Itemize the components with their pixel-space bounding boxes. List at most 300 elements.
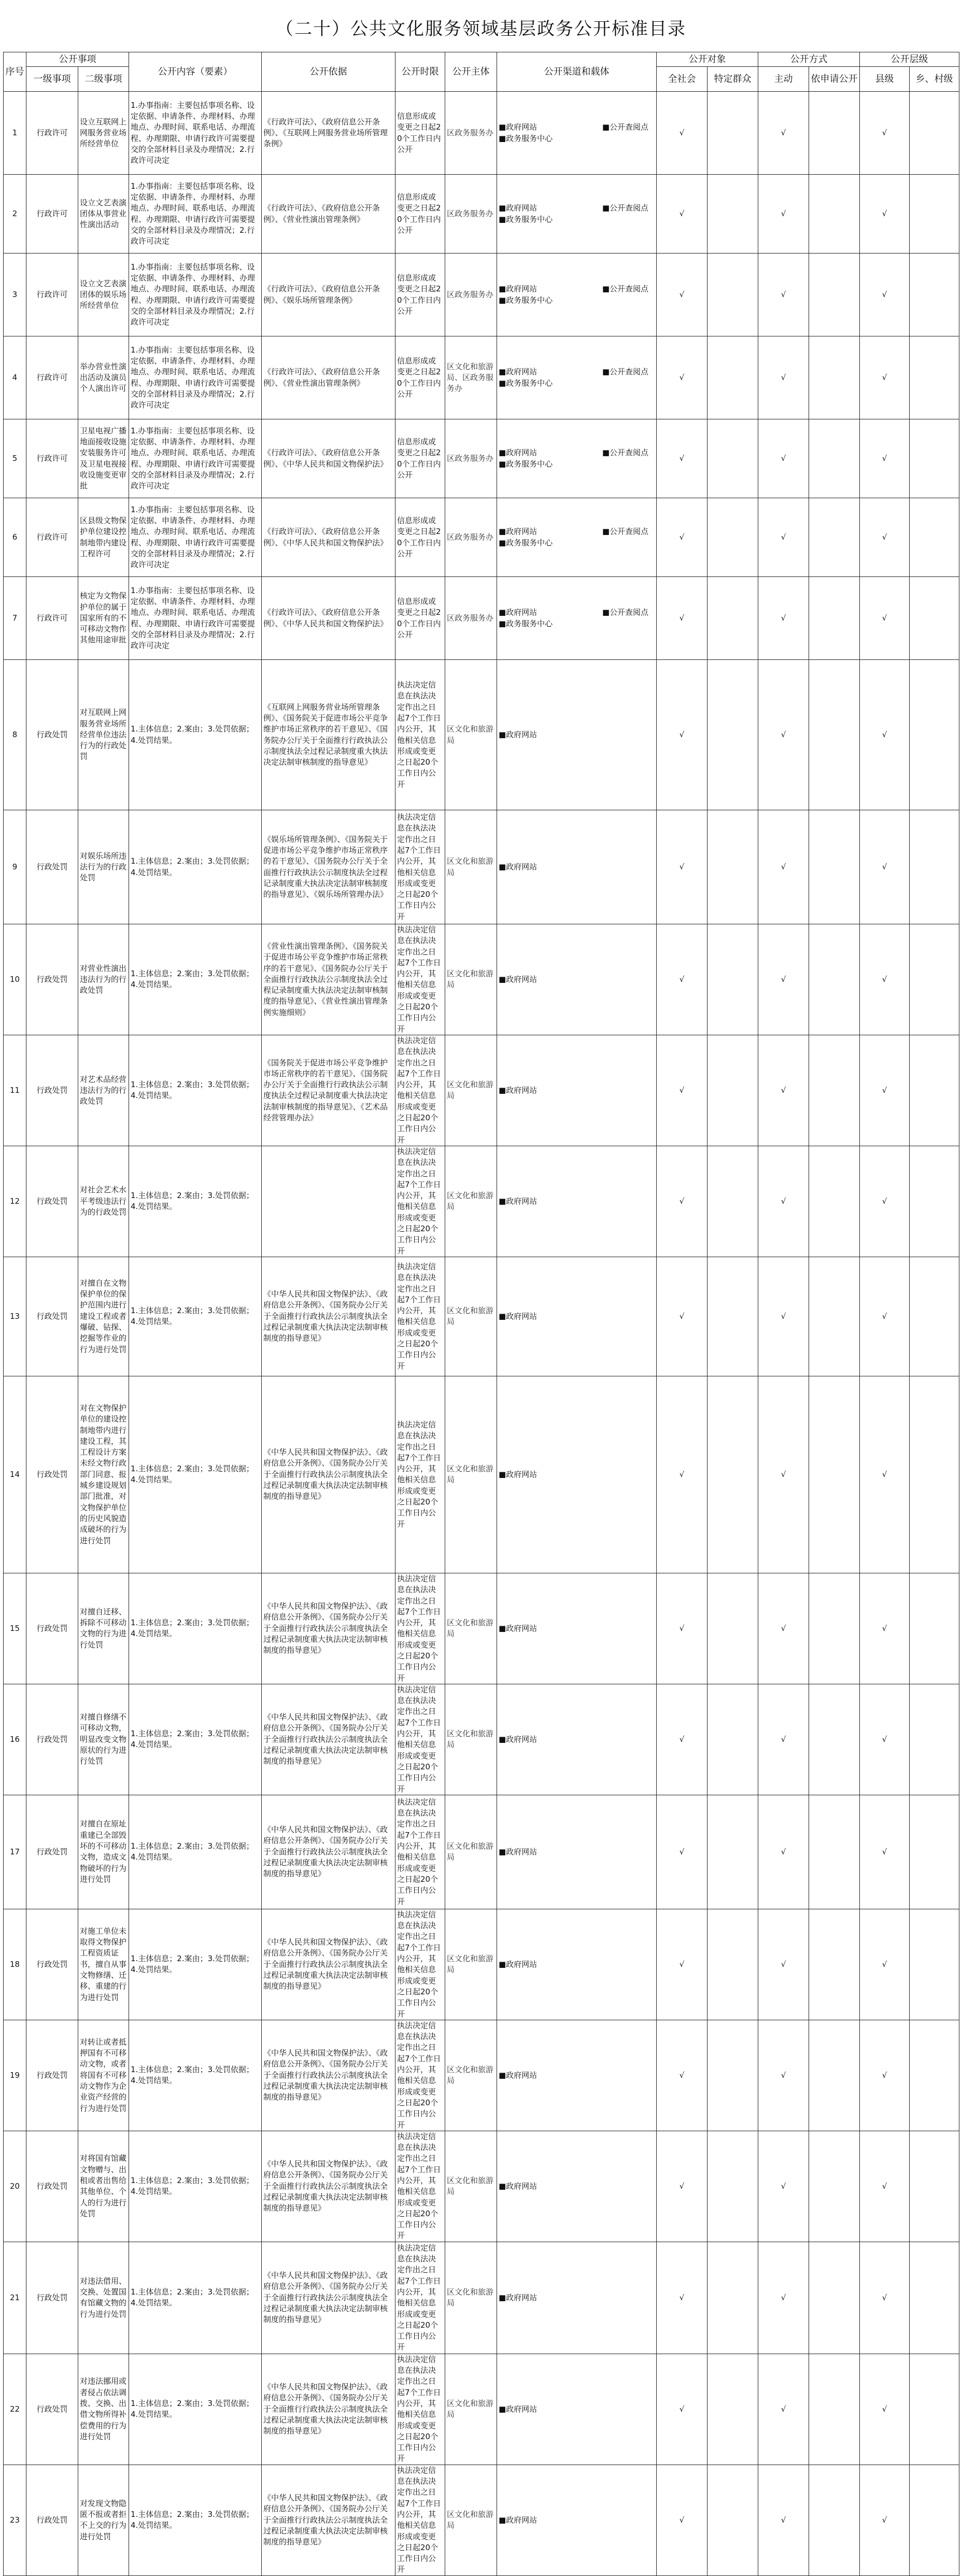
- target-specific-check: [708, 2465, 758, 2575]
- target-specific-check: [708, 924, 758, 1035]
- disclosure-content: 1.主体信息；2.案由；3.处罚依据；4.处罚结果。: [129, 2465, 262, 2575]
- disclosure-content: 1.办事指南：主要包括事项名称、设定依据、申请条件、办理材料、办理地点、办理时间、联系电话、办理流程、办理期限、申请行政许可需要提交的全部材料目录及办理情况；2.行政许可决定: [129, 336, 262, 419]
- disclosure-subject: 区文化和旅游局: [445, 1795, 497, 1909]
- level-township-check: [910, 1909, 959, 2020]
- mode-apply-check: [809, 2131, 860, 2242]
- channel-line: [499, 2070, 655, 2081]
- disclosure-channels: [497, 1795, 657, 1909]
- level1-item: 行政处罚: [26, 1684, 78, 1795]
- mode-active-check: √: [758, 924, 809, 1035]
- level-township-check: [910, 2131, 959, 2242]
- level-county-check: √: [860, 1795, 910, 1909]
- channel-item: ■政府网站: [499, 367, 537, 377]
- level2-item: 卫星电视广播地面接收设施安装服务许可及卫星电视接收设施变更审批: [78, 419, 129, 498]
- mode-apply-check: [809, 254, 860, 336]
- level2-item: 对娱乐场所违法行为的行政处罚: [78, 810, 129, 924]
- channel-line: [499, 1311, 655, 1322]
- channel-line: [499, 447, 655, 458]
- channel-item: ■政务服务中心: [499, 378, 553, 388]
- mode-active-check: √: [758, 92, 809, 175]
- level-county-check: √: [860, 498, 910, 577]
- disclosure-basis: 《行政许可法》、《政府信息公开条例》、《互联网上网服务营业场所管理条例》: [262, 92, 395, 175]
- level-township-check: [910, 2242, 959, 2354]
- target-all-check: √: [657, 1684, 708, 1795]
- level1-item: 行政处罚: [26, 1146, 78, 1257]
- mode-apply-check: [809, 1573, 860, 1684]
- table-row: [4, 1795, 959, 1909]
- disclosure-basis: [262, 1146, 395, 1257]
- table-body: [4, 92, 959, 2576]
- level1-item: 行政许可: [26, 577, 78, 660]
- channel-item: ■政务服务中心: [499, 618, 553, 628]
- mode-apply-check: [809, 924, 860, 1035]
- channel-item: ■政府网站: [499, 1085, 537, 1095]
- target-specific-check: [708, 1573, 758, 1684]
- level-county-check: √: [860, 2131, 910, 2242]
- level2-item: 对在文物保护单位的建设控制地带内进行建设工程，其工程设计方案未经文物行政部门同意、报城乡建设规划部门批准，对文物保护单位的历史风貌造成破坏的行为进行处罚: [78, 1376, 129, 1573]
- level-county-check: √: [860, 810, 910, 924]
- disclosure-channels: [497, 2465, 657, 2575]
- mode-apply-check: [809, 2020, 860, 2131]
- disclosure-basis: 《中华人民共和国文物保护法》、《政府信息公开条例》、《国务院办公厅关于全面推行行政执法公示制度执法全过程记录制度重大执法决定法制审核制度的指导意见》: [262, 2242, 395, 2354]
- target-all-check: √: [657, 175, 708, 254]
- document-title: （二十）公共文化服务领域基层政务公开标准目录: [276, 19, 686, 39]
- disclosure-catalog-table: [3, 52, 959, 2576]
- disclosure-basis: 《行政许可法》、《政府信息公开条例》、《中华人民共和国文物保护法》: [262, 577, 395, 660]
- mode-apply-check: [809, 2465, 860, 2575]
- target-specific-check: [708, 577, 758, 660]
- target-specific-check: [708, 1795, 758, 1909]
- table-row: [4, 1146, 959, 1257]
- channel-item: ■政务服务中心: [499, 459, 553, 469]
- mode-active-check: √: [758, 1376, 809, 1573]
- level1-item: 行政处罚: [26, 810, 78, 924]
- disclosure-time-limit: 信息形成或变更之日起20个工作日内公开: [395, 92, 445, 175]
- level-township-check: [910, 1376, 959, 1573]
- row-number: 23: [4, 2465, 26, 2575]
- mode-active-check: √: [758, 419, 809, 498]
- disclosure-subject: 区文化和旅游局: [445, 1376, 497, 1573]
- disclosure-subject: 区政务服务办: [445, 419, 497, 498]
- disclosure-subject: 区文化和旅游局: [445, 810, 497, 924]
- channel-item: ■公开查阅点: [602, 284, 648, 294]
- table-row: [4, 1909, 959, 2020]
- level-township-check: [910, 92, 959, 175]
- disclosure-subject: 区文化和旅游局: [445, 1146, 497, 1257]
- mode-active-check: √: [758, 498, 809, 577]
- level2-item: 举办营业性演出活动及演员个人演出许可: [78, 336, 129, 419]
- header-target-specific: 特定群众: [708, 67, 758, 92]
- level2-item: 对违法挪用或者侵占依法调拨、交换、出借文物所得补偿费用的行为进行处罚: [78, 2354, 129, 2465]
- disclosure-content: 1.主体信息；2.案由；3.处罚依据；4.处罚结果。: [129, 1257, 262, 1376]
- header-time: 公开时限: [395, 52, 445, 92]
- channel-item: ■政府网站: [499, 1847, 537, 1856]
- level-county-check: √: [860, 2020, 910, 2131]
- target-all-check: √: [657, 419, 708, 498]
- channel-item: ■政府网站: [499, 729, 537, 739]
- row-number: 7: [4, 577, 26, 660]
- disclosure-basis: 《国务院关于促进市场公平竞争维护市场正常秩序的若干意见》、《国务院办公厅关于全面推行行政执法公示制度执法全过程记录制度重大执法决定法制审核制度的指导意见》、《艺术品经营管理办法》: [262, 1035, 395, 1146]
- mode-active-check: √: [758, 1573, 809, 1684]
- table-row: [4, 2131, 959, 2242]
- disclosure-basis: 《中华人民共和国文物保护法》、《政府信息公开条例》、《国务院办公厅关于全面推行行政执法公示制度执法全过程记录制度重大执法决定法制审核制度的指导意见》: [262, 2131, 395, 2242]
- channel-item: ■政府网站: [499, 1196, 537, 1206]
- disclosure-subject: 区文化和旅游局: [445, 2242, 497, 2354]
- header-mode-active: 主动: [758, 67, 809, 92]
- level1-item: 行政处罚: [26, 2242, 78, 2354]
- disclosure-content: 1.办事指南：主要包括事项名称、设定依据、申请条件、办理材料、办理地点、办理时间、联系电话、办理流程、办理期限、申请行政许可需要提交的全部材料目录及办理情况；2.行政许可决定: [129, 419, 262, 498]
- target-all-check: √: [657, 577, 708, 660]
- header-channel: 公开渠道和载体: [497, 52, 657, 92]
- mode-active-check: √: [758, 2242, 809, 2354]
- target-specific-check: [708, 336, 758, 419]
- channel-item: ■政府网站: [499, 1623, 537, 1633]
- channel-line: [499, 2515, 655, 2526]
- channel-line: [499, 295, 655, 306]
- disclosure-basis: 《行政许可法》、《政府信息公开条例》、《娱乐场所管理条例》: [262, 254, 395, 336]
- mode-active-check: √: [758, 1146, 809, 1257]
- channel-line: [499, 284, 655, 294]
- level1-item: 行政处罚: [26, 1795, 78, 1909]
- level-township-check: [910, 419, 959, 498]
- row-number: 10: [4, 924, 26, 1035]
- level1-item: 行政处罚: [26, 2131, 78, 2242]
- disclosure-time-limit: 执法决定信息在执法决定作出之日起7个工作日内公开，其他相关信息形成或变更之日起20个工作日内公开: [395, 2131, 445, 2242]
- target-specific-check: [708, 810, 758, 924]
- mode-active-check: √: [758, 1257, 809, 1376]
- channel-line: [499, 378, 655, 389]
- mode-apply-check: [809, 1795, 860, 1909]
- header-target-group: 公开对象: [657, 52, 758, 67]
- table-row: [4, 577, 959, 660]
- level-township-check: [910, 2020, 959, 2131]
- target-all-check: √: [657, 1376, 708, 1573]
- disclosure-content: 1.主体信息；2.案由；3.处罚依据；4.处罚结果。: [129, 1376, 262, 1573]
- disclosure-time-limit: 信息形成或变更之日起20个工作日内公开: [395, 336, 445, 419]
- mode-active-check: √: [758, 1795, 809, 1909]
- channel-item: ■政府网站: [499, 2404, 537, 2414]
- disclosure-time-limit: 信息形成或变更之日起20个工作日内公开: [395, 419, 445, 498]
- header-content: 公开内容（要素）: [129, 52, 262, 92]
- mode-apply-check: [809, 1376, 860, 1573]
- level-county-check: √: [860, 2354, 910, 2465]
- channel-item: ■政府网站: [499, 203, 537, 213]
- level2-item: 对将国有馆藏文物赠与、出租或者出售给其他单位、个人的行为进行处罚: [78, 2131, 129, 2242]
- level-township-check: [910, 254, 959, 336]
- mode-active-check: √: [758, 2020, 809, 2131]
- disclosure-basis: 《行政许可法》、《政府信息公开条例》、《中华人民共和国文物保护法》: [262, 498, 395, 577]
- level-township-check: [910, 2465, 959, 2575]
- level-county-check: √: [860, 254, 910, 336]
- table-row: [4, 419, 959, 498]
- disclosure-channels: [497, 2354, 657, 2465]
- header-target-all: 全社会: [657, 67, 708, 92]
- channel-item: ■政府网站: [499, 2515, 537, 2525]
- level1-item: 行政许可: [26, 92, 78, 175]
- disclosure-subject: 区文化和旅游局: [445, 660, 497, 810]
- row-number: 19: [4, 2020, 26, 2131]
- level1-item: 行政处罚: [26, 1909, 78, 2020]
- header-level-township: 乡、村级: [910, 67, 959, 92]
- level2-item: 对擅自在原址重建已全部毁坏的不可移动文物，造成文物破坏的行为进行处罚: [78, 1795, 129, 1909]
- channel-line: [499, 1085, 655, 1096]
- channel-line: [499, 862, 655, 872]
- row-number: 17: [4, 1795, 26, 1909]
- row-number: 8: [4, 660, 26, 810]
- table-row: [4, 660, 959, 810]
- disclosure-channels: [497, 660, 657, 810]
- disclosure-basis: 《营业性演出管理条例》、《国务院关于促进市场公平竞争维护市场正常秩序的若干意见》、《国务院办公厅关于全面推行行政执法公示制度执法全过程记录制度重大执法决定法制审核制度的指导意见》、《营业性演出管理条例实施细则》: [262, 924, 395, 1035]
- disclosure-content: 1.办事指南：主要包括事项名称、设定依据、申请条件、办理材料、办理地点、办理时间、联系电话、办理流程、办理期限、申请行政许可需要提交的全部材料目录及办理情况；2.行政许可决定: [129, 92, 262, 175]
- level2-item: 对施工单位未取得文物保护工程资质证书，擅自从事文物修缮、迁移、重建的行为进行处罚: [78, 1909, 129, 2020]
- channel-item: ■政府网站: [499, 1469, 537, 1479]
- disclosure-channels: [497, 175, 657, 254]
- target-all-check: √: [657, 810, 708, 924]
- table-row: [4, 2242, 959, 2354]
- disclosure-channels: [497, 336, 657, 419]
- channel-line: [499, 526, 655, 537]
- level2-item: 对违法借用、交换、处置国有馆藏文物的行为进行处罚: [78, 2242, 129, 2354]
- channel-line: [499, 133, 655, 144]
- level1-item: 行政处罚: [26, 2465, 78, 2575]
- target-specific-check: [708, 1257, 758, 1376]
- channel-item: ■公开查阅点: [602, 122, 648, 132]
- disclosure-subject: 区政务服务办: [445, 254, 497, 336]
- target-specific-check: [708, 1909, 758, 2020]
- disclosure-content: 1.主体信息；2.案由；3.处罚依据；4.处罚结果。: [129, 810, 262, 924]
- disclosure-basis: 《中华人民共和国文物保护法》、《政府信息公开条例》、《国务院办公厅关于全面推行行政执法公示制度执法全过程记录制度重大执法决定法制审核制度的指导意见》: [262, 1909, 395, 2020]
- target-all-check: √: [657, 1146, 708, 1257]
- disclosure-content: 1.主体信息；2.案由；3.处罚依据；4.处罚结果。: [129, 1684, 262, 1795]
- disclosure-time-limit: 执法决定信息在执法决定作出之日起7个工作日内公开，其他相关信息形成或变更之日起20个工作日内公开: [395, 1573, 445, 1684]
- channel-item: ■政府网站: [499, 448, 537, 458]
- mode-active-check: √: [758, 2465, 809, 2575]
- level2-item: 对社会艺术水平考级违法行为的行政处罚: [78, 1146, 129, 1257]
- level-township-check: [910, 577, 959, 660]
- target-specific-check: [708, 254, 758, 336]
- channel-item: ■政务服务中心: [499, 214, 553, 224]
- row-number: 22: [4, 2354, 26, 2465]
- row-number: 14: [4, 1376, 26, 1573]
- disclosure-basis: 《行政许可法》、《政府信息公开条例》、《中华人民共和国文物保护法》: [262, 419, 395, 498]
- disclosure-time-limit: 执法决定信息在执法决定作出之日起7个工作日内公开，其他相关信息形成或变更之日起20个工作日内公开: [395, 1376, 445, 1573]
- channel-item: ■公开查阅点: [602, 203, 648, 213]
- table-row: [4, 810, 959, 924]
- channel-line: [499, 974, 655, 985]
- mode-active-check: √: [758, 175, 809, 254]
- level1-item: 行政处罚: [26, 2020, 78, 2131]
- disclosure-content: 1.主体信息；2.案由；3.处罚依据；4.处罚结果。: [129, 660, 262, 810]
- disclosure-time-limit: 信息形成或变更之日起20个工作日内公开: [395, 175, 445, 254]
- target-all-check: √: [657, 1909, 708, 2020]
- disclosure-time-limit: 执法决定信息在执法决定作出之日起7个工作日内公开，其他相关信息形成或变更之日起20个工作日内公开: [395, 2465, 445, 2575]
- target-specific-check: [708, 175, 758, 254]
- level1-item: 行政许可: [26, 175, 78, 254]
- disclosure-subject: 区文化和旅游局: [445, 924, 497, 1035]
- disclosure-time-limit: 执法决定信息在执法决定作出之日起7个工作日内公开，其他相关信息形成或变更之日起20个工作日内公开: [395, 2020, 445, 2131]
- disclosure-channels: [497, 1573, 657, 1684]
- level-township-check: [910, 660, 959, 810]
- mode-active-check: √: [758, 1684, 809, 1795]
- table-row: [4, 498, 959, 577]
- mode-active-check: √: [758, 577, 809, 660]
- mode-apply-check: [809, 1909, 860, 2020]
- level1-item: 行政处罚: [26, 2354, 78, 2465]
- channel-line: [499, 1469, 655, 1480]
- level1-item: 行政许可: [26, 419, 78, 498]
- table-row: [4, 1035, 959, 1146]
- disclosure-time-limit: 执法决定信息在执法决定作出之日起7个工作日内公开，其他相关信息形成或变更之日起20个工作日内公开: [395, 1146, 445, 1257]
- disclosure-subject: 区文化和旅游局: [445, 2465, 497, 2575]
- row-number: 5: [4, 419, 26, 498]
- mode-apply-check: [809, 1684, 860, 1795]
- target-all-check: √: [657, 2020, 708, 2131]
- level-township-check: [910, 336, 959, 419]
- level-county-check: √: [860, 419, 910, 498]
- disclosure-content: 1.主体信息；2.案由；3.处罚依据；4.处罚结果。: [129, 2242, 262, 2354]
- disclosure-channels: [497, 2242, 657, 2354]
- channel-line: [499, 2181, 655, 2192]
- level2-item: 核定为文物保护单位的属于国家所有的不可移动文物作其他用途审批: [78, 577, 129, 660]
- disclosure-content: 1.办事指南：主要包括事项名称、设定依据、申请条件、办理材料、办理地点、办理时间、联系电话、办理流程、办理期限、申请行政许可需要提交的全部材料目录及办理情况；2.行政许可决定: [129, 254, 262, 336]
- mode-active-check: √: [758, 254, 809, 336]
- disclosure-time-limit: 信息形成或变更之日起20个工作日内公开: [395, 498, 445, 577]
- disclosure-content: 1.主体信息；2.案由；3.处罚依据；4.处罚结果。: [129, 2354, 262, 2465]
- level1-item: 行政处罚: [26, 924, 78, 1035]
- level-county-check: √: [860, 1909, 910, 2020]
- target-specific-check: [708, 2354, 758, 2465]
- disclosure-content: 1.主体信息；2.案由；3.处罚依据；4.处罚结果。: [129, 2131, 262, 2242]
- level2-item: 设立文艺表演团体的娱乐场所经营单位: [78, 254, 129, 336]
- row-number: 1: [4, 92, 26, 175]
- level2-item: 对互联网上网服务营业场所经营单位违法行为的行政处罚: [78, 660, 129, 810]
- level2-item: 设立文艺表演团体从事营业性演出活动: [78, 175, 129, 254]
- disclosure-content: 1.主体信息；2.案由；3.处罚依据；4.处罚结果。: [129, 1573, 262, 1684]
- mode-apply-check: [809, 577, 860, 660]
- table-row: [4, 1573, 959, 1684]
- level-county-check: √: [860, 660, 910, 810]
- disclosure-channels: [497, 810, 657, 924]
- mode-apply-check: [809, 1257, 860, 1376]
- target-all-check: √: [657, 1795, 708, 1909]
- level1-item: 行政许可: [26, 336, 78, 419]
- table-row: [4, 2020, 959, 2131]
- channel-item: ■公开查阅点: [602, 527, 648, 537]
- header-level-group: 公开层级: [860, 52, 959, 67]
- target-all-check: √: [657, 498, 708, 577]
- channel-line: [499, 1959, 655, 1970]
- level1-item: 行政许可: [26, 254, 78, 336]
- table-row: [4, 1376, 959, 1573]
- disclosure-subject: 区政务服务办: [445, 577, 497, 660]
- channel-line: [499, 459, 655, 470]
- disclosure-time-limit: 执法决定信息在执法决定作出之日起7个工作日内公开，其他相关信息形成或变更之日起20个工作日内公开: [395, 924, 445, 1035]
- disclosure-channels: [497, 419, 657, 498]
- mode-active-check: √: [758, 2354, 809, 2465]
- level-county-check: √: [860, 92, 910, 175]
- row-number: 9: [4, 810, 26, 924]
- channel-line: [499, 367, 655, 377]
- level1-item: 行政处罚: [26, 1035, 78, 1146]
- level2-item: 对擅自修缮不可移动文物，明显改变文物原状的行为进行处罚: [78, 1684, 129, 1795]
- level2-item: 对艺术品经营违法行为的行政处罚: [78, 1035, 129, 1146]
- disclosure-basis: 《中华人民共和国文物保护法》、《政府信息公开条例》、《国务院办公厅关于全面推行行政执法公示制度执法全过程记录制度重大执法决定法制审核制度的指导意见》: [262, 2465, 395, 2575]
- disclosure-channels: [497, 2020, 657, 2131]
- disclosure-channels: [497, 1257, 657, 1376]
- disclosure-basis: 《中华人民共和国文物保护法》、《政府信息公开条例》、《国务院办公厅关于全面推行行政执法公示制度执法全过程记录制度重大执法决定法制审核制度的指导意见》: [262, 2354, 395, 2465]
- level-county-check: √: [860, 336, 910, 419]
- disclosure-time-limit: 信息形成或变更之日起20个工作日内公开: [395, 577, 445, 660]
- disclosure-basis: 《中华人民共和国文物保护法》、《政府信息公开条例》、《国务院办公厅关于全面推行行政执法公示制度执法全过程记录制度重大执法决定法制审核制度的指导意见》: [262, 2020, 395, 2131]
- disclosure-time-limit: 执法决定信息在执法决定作出之日起7个工作日内公开，其他相关信息形成或变更之日起20个工作日内公开: [395, 660, 445, 810]
- target-all-check: √: [657, 2242, 708, 2354]
- channel-item: ■政府网站: [499, 1311, 537, 1321]
- target-all-check: √: [657, 2354, 708, 2465]
- level-county-check: √: [860, 2465, 910, 2575]
- mode-active-check: √: [758, 1035, 809, 1146]
- level-county-check: √: [860, 1146, 910, 1257]
- row-number: 16: [4, 1684, 26, 1795]
- level-township-check: [910, 1684, 959, 1795]
- disclosure-time-limit: 执法决定信息在执法决定作出之日起7个工作日内公开，其他相关信息形成或变更之日起20个工作日内公开: [395, 2354, 445, 2465]
- mode-apply-check: [809, 175, 860, 254]
- row-number: 20: [4, 2131, 26, 2242]
- disclosure-subject: 区文化和旅游局: [445, 1035, 497, 1146]
- target-specific-check: [708, 2131, 758, 2242]
- disclosure-basis: 《中华人民共和国文物保护法》、《政府信息公开条例》、《国务院办公厅关于全面推行行政执法公示制度执法全过程记录制度重大执法决定法制审核制度的指导意见》: [262, 1376, 395, 1573]
- channel-line: [499, 1847, 655, 1857]
- row-number: 12: [4, 1146, 26, 1257]
- disclosure-content: 1.主体信息；2.案由；3.处罚依据；4.处罚结果。: [129, 1146, 262, 1257]
- mode-active-check: √: [758, 810, 809, 924]
- disclosure-channels: [497, 498, 657, 577]
- target-all-check: √: [657, 660, 708, 810]
- table-row: [4, 92, 959, 175]
- disclosure-subject: 区文化和旅游局: [445, 1573, 497, 1684]
- header-level-county: 县级: [860, 67, 910, 92]
- disclosure-subject: 区文化和旅游局: [445, 2354, 497, 2465]
- disclosure-channels: [497, 1035, 657, 1146]
- disclosure-basis: 《中华人民共和国文物保护法》、《政府信息公开条例》、《国务院办公厅关于全面推行行政执法公示制度执法全过程记录制度重大执法决定法制审核制度的指导意见》: [262, 1257, 395, 1376]
- disclosure-subject: 区文化和旅游局: [445, 2131, 497, 2242]
- channel-item: ■政府网站: [499, 122, 537, 132]
- row-number: 18: [4, 1909, 26, 2020]
- channel-line: [499, 618, 655, 629]
- mode-apply-check: [809, 2242, 860, 2354]
- table-row: [4, 175, 959, 254]
- disclosure-channels: [497, 1684, 657, 1795]
- target-all-check: √: [657, 1035, 708, 1146]
- disclosure-basis: 《互联网上网服务营业场所管理条例》、《国务院关于促进市场公平竞争维护市场正常秩序的若干意见》、《国务院办公厅关于全面推行行政执法公示制度执法全过程记录制度重大执法决定法制审核制度的指导意见》: [262, 660, 395, 810]
- level2-item: 区县级文物保护单位建设控制地带内建设工程许可: [78, 498, 129, 577]
- level1-item: 行政处罚: [26, 1376, 78, 1573]
- disclosure-subject: 区政务服务办: [445, 175, 497, 254]
- level-county-check: √: [860, 1684, 910, 1795]
- row-number: 4: [4, 336, 26, 419]
- target-specific-check: [708, 419, 758, 498]
- channel-item: ■政府网站: [499, 527, 537, 537]
- target-all-check: √: [657, 254, 708, 336]
- channel-line: [499, 607, 655, 618]
- level-township-check: [910, 924, 959, 1035]
- target-all-check: √: [657, 924, 708, 1035]
- disclosure-channels: [497, 924, 657, 1035]
- level-township-check: [910, 2354, 959, 2465]
- disclosure-time-limit: 执法决定信息在执法决定作出之日起7个工作日内公开，其他相关信息形成或变更之日起20个工作日内公开: [395, 2242, 445, 2354]
- disclosure-time-limit: 执法决定信息在执法决定作出之日起7个工作日内公开，其他相关信息形成或变更之日起20个工作日内公开: [395, 1035, 445, 1146]
- target-all-check: √: [657, 336, 708, 419]
- target-specific-check: [708, 2020, 758, 2131]
